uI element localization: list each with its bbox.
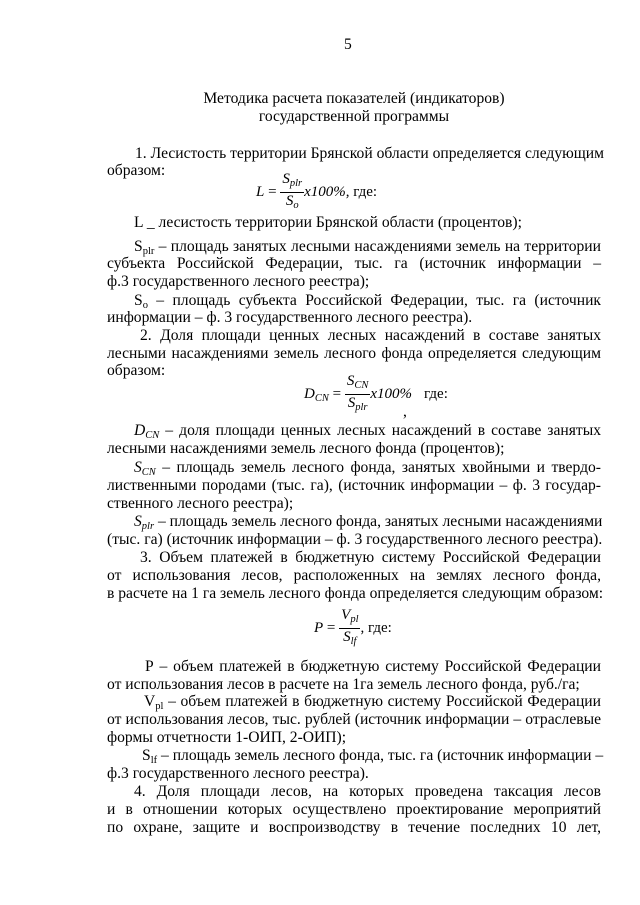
p4-line-3: по охране, защите и воспроизводству в течение последних 10 лет, xyxy=(107,819,601,836)
symbol: S xyxy=(134,459,142,476)
formula-multiplier: x100% xyxy=(370,385,412,402)
def-Splr2-line-2: (тыс. га) (источник информации – ф. 3 государственного лесного реестра). xyxy=(107,531,603,548)
symbol-sub: plr xyxy=(142,246,155,257)
formula-lhs: P xyxy=(314,619,324,636)
formula-forest-cover xyxy=(256,172,377,213)
p1-line-1: 1. Лесистость территории Брянской области определяется следующим xyxy=(135,145,605,162)
formula-fraction xyxy=(345,374,371,415)
denominator: S xyxy=(343,629,351,645)
formula-equals: = xyxy=(264,183,281,200)
numerator: V xyxy=(341,607,351,623)
symbol-sub: pl xyxy=(155,701,164,712)
denominator-sub: lf xyxy=(350,636,357,647)
def-text: – площадь занятых лесными насаждениями земель на территории xyxy=(154,238,601,255)
formula-equals: = xyxy=(323,619,340,636)
def-Splr-line-2: субъекта Российской Федерации, тыс. га (источник информации – xyxy=(107,255,601,272)
symbol-sub: CN xyxy=(141,467,156,478)
symbol: S xyxy=(134,238,143,255)
symbol: D xyxy=(134,422,146,439)
formula-lhs-sub: CN xyxy=(314,392,329,404)
denominator: S xyxy=(347,395,356,411)
symbol: V xyxy=(144,693,156,710)
symbol-sub: CN xyxy=(145,430,160,441)
def-SCN-line-3: ственного лесного реестра); xyxy=(107,495,294,512)
page-number: 5 xyxy=(344,36,352,53)
formula-valuable-share xyxy=(304,374,448,415)
symbol: S xyxy=(134,513,142,530)
symbol: S xyxy=(142,747,151,764)
def-text: – площадь субъекта Российской Федерации, тыс. га (источник xyxy=(147,292,601,309)
p1-line-2: образом: xyxy=(107,162,166,179)
def-Splr-line-3: ф.3 государственного лесного реестра); xyxy=(107,273,370,290)
def-text: – объем платежей в бюджетную систему Российской Федерации xyxy=(163,693,601,710)
title-line-1: Методика расчета показателей (индикаторов) xyxy=(203,90,505,107)
def-text: – площадь земель лесного фонда, тыс. га (источник информации – xyxy=(157,747,604,764)
symbol-sub: lf xyxy=(150,755,158,766)
denominator-sub: plr xyxy=(355,402,368,413)
p4-line-1: 4. Доля площади лесов, на которых проведена таксация лесов xyxy=(134,783,601,800)
title-line-2: государственной программы xyxy=(258,108,450,125)
numerator-sub: CN xyxy=(354,380,369,391)
p4-line-2: и в отношении которых осуществлено проектирование мероприятий xyxy=(107,801,601,818)
symbol-sub: plr xyxy=(141,521,155,532)
symbol: S xyxy=(134,292,143,309)
formula-where: , где: xyxy=(360,619,392,636)
def-L: L _ лесистость территории Брянской области (процентов); xyxy=(134,214,522,231)
def-text: – площадь земель лесного фонда, занятых лесными насаждениями xyxy=(154,513,603,530)
def-Vpl-line-2: от использования лесов, тыс. рублей (источник информации – отраслевые xyxy=(107,711,601,728)
formula-lhs: L xyxy=(256,183,265,200)
def-DCN-line-2: лесными насаждениями земель лесного фонда (процентов); xyxy=(107,440,505,457)
def-Slf-line-2: ф.3 государственного лесного реестра). xyxy=(107,765,369,782)
formula-comma: , xyxy=(403,403,407,420)
def-Vpl-line-3: формы отчетности 1-ОИП, 2-ОИП); xyxy=(107,729,347,746)
numerator: S xyxy=(282,171,290,187)
symbol-sub: o xyxy=(142,300,148,311)
numerator-sub: pl xyxy=(350,614,359,625)
formula-fraction xyxy=(280,172,304,213)
p2-line-1: 2. Доля площади ценных лесных насаждений в составе занятых xyxy=(140,327,601,344)
p3-line-1: 3. Объем платежей в бюджетную систему Российской Федерации xyxy=(140,549,601,566)
formula-where: , где: xyxy=(345,183,378,200)
formula-payments xyxy=(314,608,392,649)
p2-line-3: образом: xyxy=(107,362,166,379)
def-text: – доля площади ценных лесных насаждений в составе занятых xyxy=(159,422,601,439)
p2-line-2: лесными насаждениями земель лесного фонда определяется следующим xyxy=(107,345,601,362)
p3-line-3: в расчете на 1 га земель лесного фонда определяется следующим образом: xyxy=(107,585,604,602)
formula-multiplier: x100% xyxy=(304,183,346,200)
formula-where: где: xyxy=(424,385,448,402)
p3-line-2: от использования лесов, расположенных на землях лесного фонда, xyxy=(107,567,601,584)
denominator-sub: o xyxy=(293,200,299,211)
formula-fraction xyxy=(339,608,360,649)
formula-lhs: D xyxy=(304,385,315,402)
numerator-sub: plr xyxy=(289,178,303,189)
numerator: S xyxy=(346,373,355,389)
def-P-line-1: Р – объем платежей в бюджетную систему Российской Федерации xyxy=(145,658,601,675)
def-text: – площадь земель лесного фонда, занятых хвойными и твердо- xyxy=(155,459,601,476)
def-So-line-2: информации – ф. 3 государственного лесного реестра). xyxy=(107,309,473,326)
formula-equals: = xyxy=(328,385,345,402)
denominator: S xyxy=(285,193,294,209)
def-P-line-2: от использования лесов в расчете на 1га земель лесного фонда, руб./га; xyxy=(107,676,580,693)
def-SCN-line-2: лиственными породами (тыс. га), (источник информации – ф. 3 государ- xyxy=(107,477,601,494)
